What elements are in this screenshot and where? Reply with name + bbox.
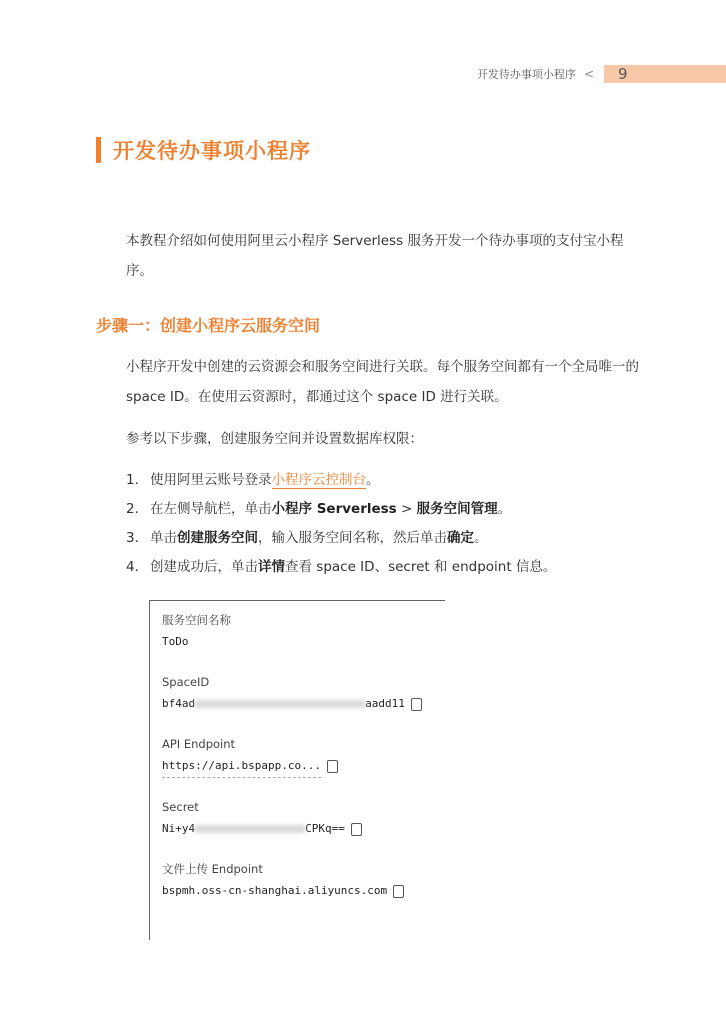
step1-description: 小程序开发中创建的云资源会和服务空间进行关联。每个服务空间都有一个全局唯一的space ID。在使用云资源时，都通过这个 space ID 进行关联。 xyxy=(126,359,639,405)
list-item xyxy=(126,524,556,553)
value-text: CPKq== xyxy=(305,822,345,835)
value-text: aadd11 xyxy=(365,697,405,710)
list-text: 。 xyxy=(497,501,512,517)
list-item xyxy=(126,466,556,495)
bold-text: 服务空间管理 xyxy=(416,501,498,517)
list-text: 。 xyxy=(366,472,380,488)
copy-icon[interactable] xyxy=(351,823,362,836)
bold-text: 小程序 Serverless xyxy=(271,501,397,517)
page-number: 9 xyxy=(604,65,726,83)
value-text: ToDo xyxy=(162,635,189,648)
steps-list xyxy=(126,466,556,582)
console-link[interactable]: 小程序云控制台 xyxy=(271,472,366,488)
field-label: SpaceID xyxy=(162,675,210,689)
field-value xyxy=(162,631,445,653)
copy-icon[interactable] xyxy=(411,698,422,711)
list-text: 在左侧导航栏，单击 xyxy=(150,501,272,517)
list-number: 2. xyxy=(126,501,139,517)
field-space-name xyxy=(162,609,445,653)
space-details-panel xyxy=(149,600,445,940)
field-api-endpoint xyxy=(162,733,445,778)
list-text: ，输入服务空间名称，然后单击 xyxy=(258,530,447,546)
value-text: Ni+y4 xyxy=(162,822,196,835)
list-number: 3. xyxy=(126,530,139,546)
list-text: > xyxy=(396,501,417,517)
field-label: API Endpoint xyxy=(162,737,236,751)
list-number: 1. xyxy=(126,472,139,488)
field-secret xyxy=(162,796,445,840)
chevron-left-icon: < xyxy=(583,67,594,81)
intro-paragraph: 本教程介绍如何使用阿里云小程序 Serverless 服务开发一个待办事项的支付宝小程序。 xyxy=(126,233,624,279)
running-header xyxy=(477,64,726,84)
field-space-id xyxy=(162,671,445,715)
field-value xyxy=(162,693,445,715)
redacted-block xyxy=(195,825,305,833)
value-text: bspmh.oss-cn-shanghai.aliyuncs.com xyxy=(162,884,388,897)
step1-reference: 参考以下步骤，创建服务空间并设置数据库权限： xyxy=(126,431,423,447)
redacted-block xyxy=(195,700,365,708)
field-value xyxy=(162,755,445,778)
chapter-title-text: 开发待办事项小程序 xyxy=(113,139,311,163)
value-text: https://api.bspapp.co... xyxy=(162,755,321,778)
field-label: Secret xyxy=(162,800,199,814)
copy-icon[interactable] xyxy=(393,885,404,898)
step1-heading: 步骤一：创建小程序云服务空间 xyxy=(96,316,321,335)
list-number: 4. xyxy=(126,559,139,575)
bold-text: 确定 xyxy=(447,530,474,546)
list-text: 。 xyxy=(474,530,488,546)
list-text: 创建成功后，单击 xyxy=(150,559,258,575)
field-label: 文件上传 Endpoint xyxy=(162,862,263,876)
running-header-title: 开发待办事项小程序 xyxy=(476,68,576,81)
bold-text: 详情 xyxy=(258,559,285,575)
value-text: bf4ad xyxy=(162,697,196,710)
list-item xyxy=(126,495,556,524)
copy-icon[interactable] xyxy=(327,760,338,773)
field-label: 服务空间名称 xyxy=(162,613,231,627)
field-value xyxy=(162,880,445,902)
field-upload-endpoint xyxy=(162,858,445,902)
list-text: 单击 xyxy=(150,530,177,546)
list-text: 使用阿里云账号登录 xyxy=(150,472,272,488)
field-value xyxy=(162,818,445,840)
title-accent-bar xyxy=(96,137,101,163)
bold-text: 创建服务空间 xyxy=(177,530,258,546)
list-text: 查看 space ID、secret 和 endpoint 信息。 xyxy=(285,559,557,575)
chapter-title xyxy=(96,135,311,165)
list-item xyxy=(126,553,556,582)
